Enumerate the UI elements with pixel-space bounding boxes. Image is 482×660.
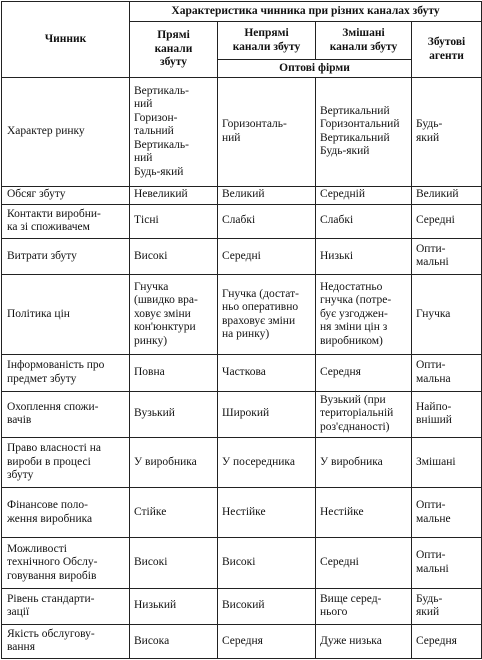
agents-cell: Великий [412,186,482,204]
header-direct-channels: Прямі канали збуту [130,22,218,78]
direct-cell: Тісні [130,204,218,238]
mixed-cell: Середні [316,538,412,588]
agents-cell: Опти- мальне [412,488,482,538]
indirect-cell: Середні [218,238,316,274]
header-factor: Чинник [2,2,130,78]
indirect-cell: Широкий [218,391,316,437]
factor-cell: Контакти виробни- ка зі споживачем [2,204,130,238]
mixed-cell: Дуже низька [316,624,412,658]
factor-cell: Характер ринку [2,78,130,187]
header-wholesale-firms: Оптові фірми [218,60,412,78]
mixed-cell: Нестійке [316,488,412,538]
header-indirect-channels: Непрямі канали збуту [218,22,316,60]
direct-cell: Висока [130,624,218,658]
header-characteristic: Характеристика чинника при різних каналах збуту [130,2,482,22]
header-mixed-channels: Змішані канали збуту [316,22,412,60]
mixed-cell: Низькі [316,238,412,274]
agents-cell: Опти- мальні [412,238,482,274]
indirect-cell: У посередника [218,437,316,487]
direct-cell: Високі [130,238,218,274]
direct-cell: Високі [130,538,218,588]
indirect-cell: Нестійке [218,488,316,538]
table-row [2,204,482,238]
agents-cell: Будь- який [412,588,482,624]
indirect-cell: Великий [218,186,316,204]
direct-cell: У виробника [130,437,218,487]
agents-cell: Гнучка [412,274,482,354]
table-row [2,238,482,274]
sales-channels-table [1,1,482,659]
factor-cell: Фінансове поло- ження виробника [2,488,130,538]
direct-cell: Повна [130,355,218,391]
mixed-cell: Вузький (при територіальній роз'єднаності) [316,391,412,437]
mixed-cell: Слабкі [316,204,412,238]
indirect-cell: Високі [218,538,316,588]
agents-cell: Найпо- вніший [412,391,482,437]
indirect-cell: Слабкі [218,204,316,238]
table-row [2,588,482,624]
factor-cell: Право власності на вироби в процесі збуту [2,437,130,487]
factor-cell: Інформованість про предмет збуту [2,355,130,391]
agents-cell: Змішані [412,437,482,487]
factor-cell: Якість обслугову- вання [2,624,130,658]
direct-cell: Вертикаль- ний Горизон- тальний Вертикаль- ний Будь-який [130,78,218,187]
mixed-cell: Вище серед- нього [316,588,412,624]
mixed-cell: У виробника [316,437,412,487]
factor-cell: Витрати збуту [2,238,130,274]
factor-cell: Обсяг збуту [2,186,130,204]
factor-cell: Рівень стандарти- зації [2,588,130,624]
direct-cell: Невеликий [130,186,218,204]
agents-cell: Середня [412,624,482,658]
table-row [2,186,482,204]
mixed-cell: Середня [316,355,412,391]
header-sales-agents: Збутові агенти [412,22,482,78]
factor-cell: Політика цін [2,274,130,354]
direct-cell: Стійке [130,488,218,538]
direct-cell: Низький [130,588,218,624]
indirect-cell: Часткова [218,355,316,391]
mixed-cell: Вертикальний Горизонтальний Вертикальний Будь-який [316,78,412,187]
table-row [2,437,482,487]
indirect-cell: Високий [218,588,316,624]
indirect-cell: Гнучка (достат- ньо оперативно враховує зміни на ринку) [218,274,316,354]
agents-cell: Будь- який [412,78,482,187]
table-row [2,274,482,354]
table-row [2,488,482,538]
direct-cell: Гнучка (швидко вра- ховує зміни кон'юнктури ринку) [130,274,218,354]
table-row [2,391,482,437]
mixed-cell: Недостатньо гнучка (потре- бує узгоджен- ня зміни цін з виробником) [316,274,412,354]
factor-cell: Можливості технічного Обслу- говування виробів [2,538,130,588]
agents-cell: Опти- мальна [412,355,482,391]
table-row [2,538,482,588]
factor-cell: Охоплення спожи- вачів [2,391,130,437]
table-row [2,78,482,187]
table-row [2,355,482,391]
table-row [2,624,482,658]
table-body [2,78,482,659]
direct-cell: Вузький [130,391,218,437]
agents-cell: Середні [412,204,482,238]
mixed-cell: Середній [316,186,412,204]
agents-cell: Опти- мальні [412,538,482,588]
indirect-cell: Горизонталь- ний [218,78,316,187]
indirect-cell: Середня [218,624,316,658]
